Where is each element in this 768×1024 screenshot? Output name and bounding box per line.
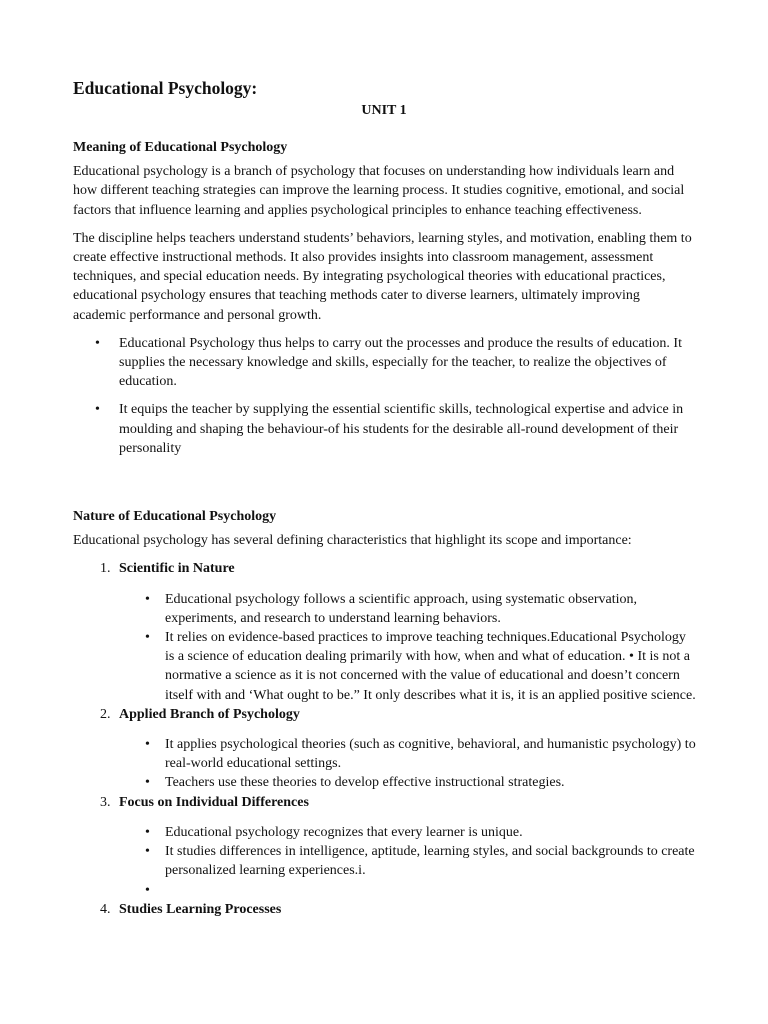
unit-heading: UNIT 1	[361, 103, 407, 118]
sub-bullet-empty	[73, 881, 696, 900]
meaning-bullet-list	[73, 334, 696, 458]
nature-item	[73, 793, 696, 900]
meaning-paragraph: The discipline helps teachers understand students’ behaviors, learning styles, and motivation, enabling them to create effective instructional methods. It also provides insights into classroom management, assessment techniques, and special education needs. By integrating psychological theories with educational practices, educational psychology ensures that teaching methods cater to diverse learners, ultimately improving academic performance and personal growth.	[73, 230, 692, 323]
nature-item	[73, 559, 696, 704]
meaning-heading: Meaning of Educational Psychology	[73, 140, 288, 155]
item-title: Scientific in Nature	[119, 561, 235, 577]
sub-bullet: • It studies differences in intelligence, aptitude, learning styles, and social backgrounds to create personalized learning experiences.i.	[73, 842, 696, 880]
item-title: Applied Branch of Psychology	[119, 706, 300, 722]
sub-bullet: • Educational psychology follows a scientific approach, using systematic observation, experiments, and research to understand learning behaviors.	[73, 590, 696, 628]
meaning-bullet: • Educational Psychology thus helps to carry out the processes and produce the results of education. It supplies the necessary knowledge and skills, especially for the teacher, to realize the objectives of education.	[73, 334, 696, 392]
document-body	[73, 138, 696, 925]
item-number: 3.	[100, 794, 111, 810]
nature-heading: Nature of Educational Psychology	[73, 509, 277, 525]
nature-intro: Educational psychology has several defining characteristics that highlight its scope and importance:	[73, 533, 632, 549]
nature-item	[73, 900, 696, 919]
meaning-paragraph: Educational psychology is a branch of psychology that focuses on understanding how individuals learn and how different teaching strategies can improve the learning process. It studies cognitive, emotional, and social factors that influence learning and applies psychological principles to enhance teaching effectiveness.	[73, 164, 685, 218]
item-number: 2.	[100, 706, 111, 722]
meaning-bullet: • It equips the teacher by supplying the essential scientific skills, technological expertise and advice in moulding and shaping the behaviour-of his students for the desirable all-round development of their personality	[73, 400, 696, 458]
sub-bullet: • Educational psychology recognizes that every learner is unique.	[73, 823, 696, 842]
item-title: Focus on Individual Differences	[119, 794, 309, 810]
nature-item	[73, 705, 696, 793]
nature-numbered-list	[73, 559, 696, 918]
sub-bullet: • Teachers use these theories to develop effective instructional strategies.	[73, 773, 696, 792]
item-title: Studies Learning Processes	[119, 901, 282, 917]
document-title: Educational Psychology:	[73, 78, 258, 98]
sub-bullet: • It applies psychological theories (such as cognitive, behavioral, and humanistic psychology) to real-world educational settings.	[73, 735, 696, 773]
sub-bullet: • It relies on evidence-based practices to improve teaching techniques.Educational Psychology is a science of education dealing primarily with how, when and what of education. • It is not a normative a science as it is not concerned with the value of educational and doesn’t concern itself with and ‘What ought to be.” It only describes what it is, it is an applied positive science.	[73, 628, 696, 705]
item-number: 1.	[100, 561, 111, 577]
item-number: 4.	[100, 901, 111, 917]
